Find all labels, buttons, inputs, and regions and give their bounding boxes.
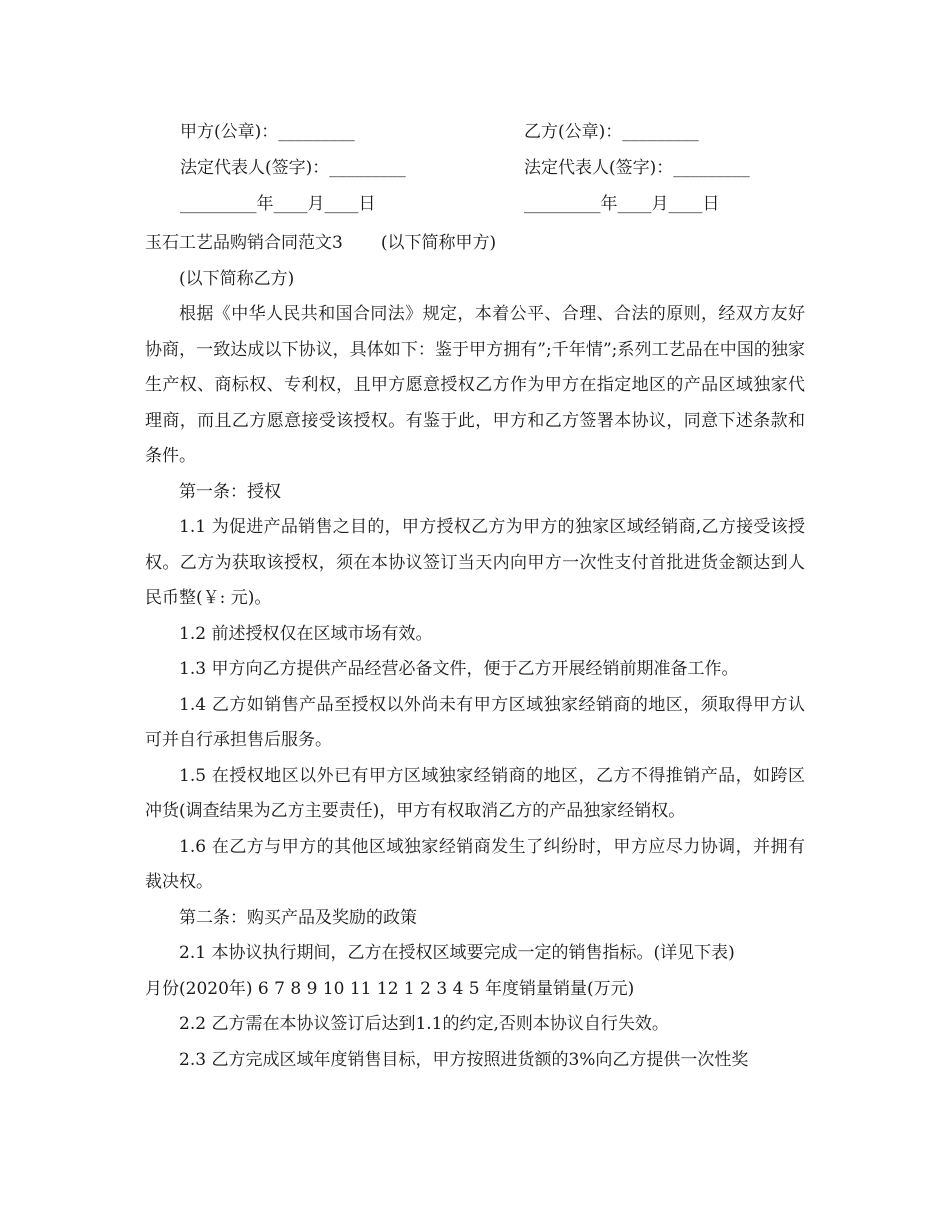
- clause-2-3: 2.3 乙方完成区域年度销售目标，甲方按照进货额的3%向乙方提供一次性奖: [179, 1049, 749, 1070]
- party-b-seal-field: 乙方(公章)：_________: [524, 122, 699, 142]
- signature-row-representative: [0, 153, 950, 183]
- preamble-paragraph: 根据《中华人民共和国合同法》规定，本着公平、合理、合法的原则，经双方友好协商，一致达成以下协议，具体如下：鉴于甲方拥有”;千年情”;系列工艺品在中国的独家生产权、商标权、专利权，且甲方愿意授权乙方作为甲方在指定地区的产品区域独家代理商，而且乙方愿意接受该授权。有鉴于此，甲方和乙方签署本协议，同意下述条款和条件。: [145, 304, 805, 466]
- clause-1-5: 1.5 在授权地区以外已有甲方区域独家经销商的地区，乙方不得推销产品，如跨区冲货(调查结果为乙方主要责任)，甲方有权取消乙方的产品独家经销权。: [145, 765, 805, 821]
- contract-title-line: [145, 226, 805, 262]
- contract-title: 玉石工艺品购销合同范文3: [145, 233, 343, 253]
- party-a-representative-field: 法定代表人(签字)：_________: [180, 158, 406, 178]
- clause-1-3: 1.3 甲方向乙方提供产品经营必备文件，便于乙方开展经销前期准备工作。: [179, 659, 739, 679]
- party-b-designation: (以下简称乙方): [179, 268, 295, 289]
- clause-2-2: 2.2 乙方需在本协议签订后达到1.1的约定,否则本协议自行失效。: [179, 1014, 669, 1034]
- article-1-heading: 第一条：授权: [179, 481, 281, 502]
- clause-2-1: 2.1 本协议执行期间，乙方在授权区域要完成一定的销售指标。(详见下表): [179, 943, 735, 963]
- party-a-seal-field: 甲方(公章)：_________: [180, 122, 355, 142]
- sales-target-table-line: 月份(2020年) 6 7 8 9 10 11 12 1 2 3 4 5 年度销量销量(万元): [145, 978, 635, 999]
- clause-1-4: 1.4 乙方如销售产品至授权以外尚未有甲方区域独家经销商的地区，须取得甲方认可并自行承担售后服务。: [145, 694, 805, 750]
- clause-1-6: 1.6 在乙方与甲方的其他区域独家经销商发生了纠纷时，甲方应尽力协调，并拥有裁决权。: [145, 836, 805, 892]
- party-b-representative-field: 法定代表人(签字)：_________: [524, 158, 750, 178]
- party-a-designation: (以下简称甲方): [380, 233, 497, 253]
- signature-row-date: [0, 189, 950, 219]
- contract-body: [145, 226, 805, 1078]
- party-a-date-field: _________年____月____日: [180, 194, 376, 214]
- party-b-date-field: _________年____月____日: [524, 194, 720, 214]
- clause-1-1: 1.1 为促进产品销售之目的，甲方授权乙方为甲方的独家区域经销商,乙方接受该授权。乙方为获取该授权，须在本协议签订当天内向甲方一次性支付首批进货金额达到人民币整(￥: 元)。: [145, 517, 805, 608]
- clause-1-2: 1.2 前述授权仅在区域市场有效。: [179, 623, 433, 644]
- article-2-heading: 第二条：购买产品及奖励的政策: [179, 907, 417, 928]
- signature-row-seal: [0, 117, 950, 147]
